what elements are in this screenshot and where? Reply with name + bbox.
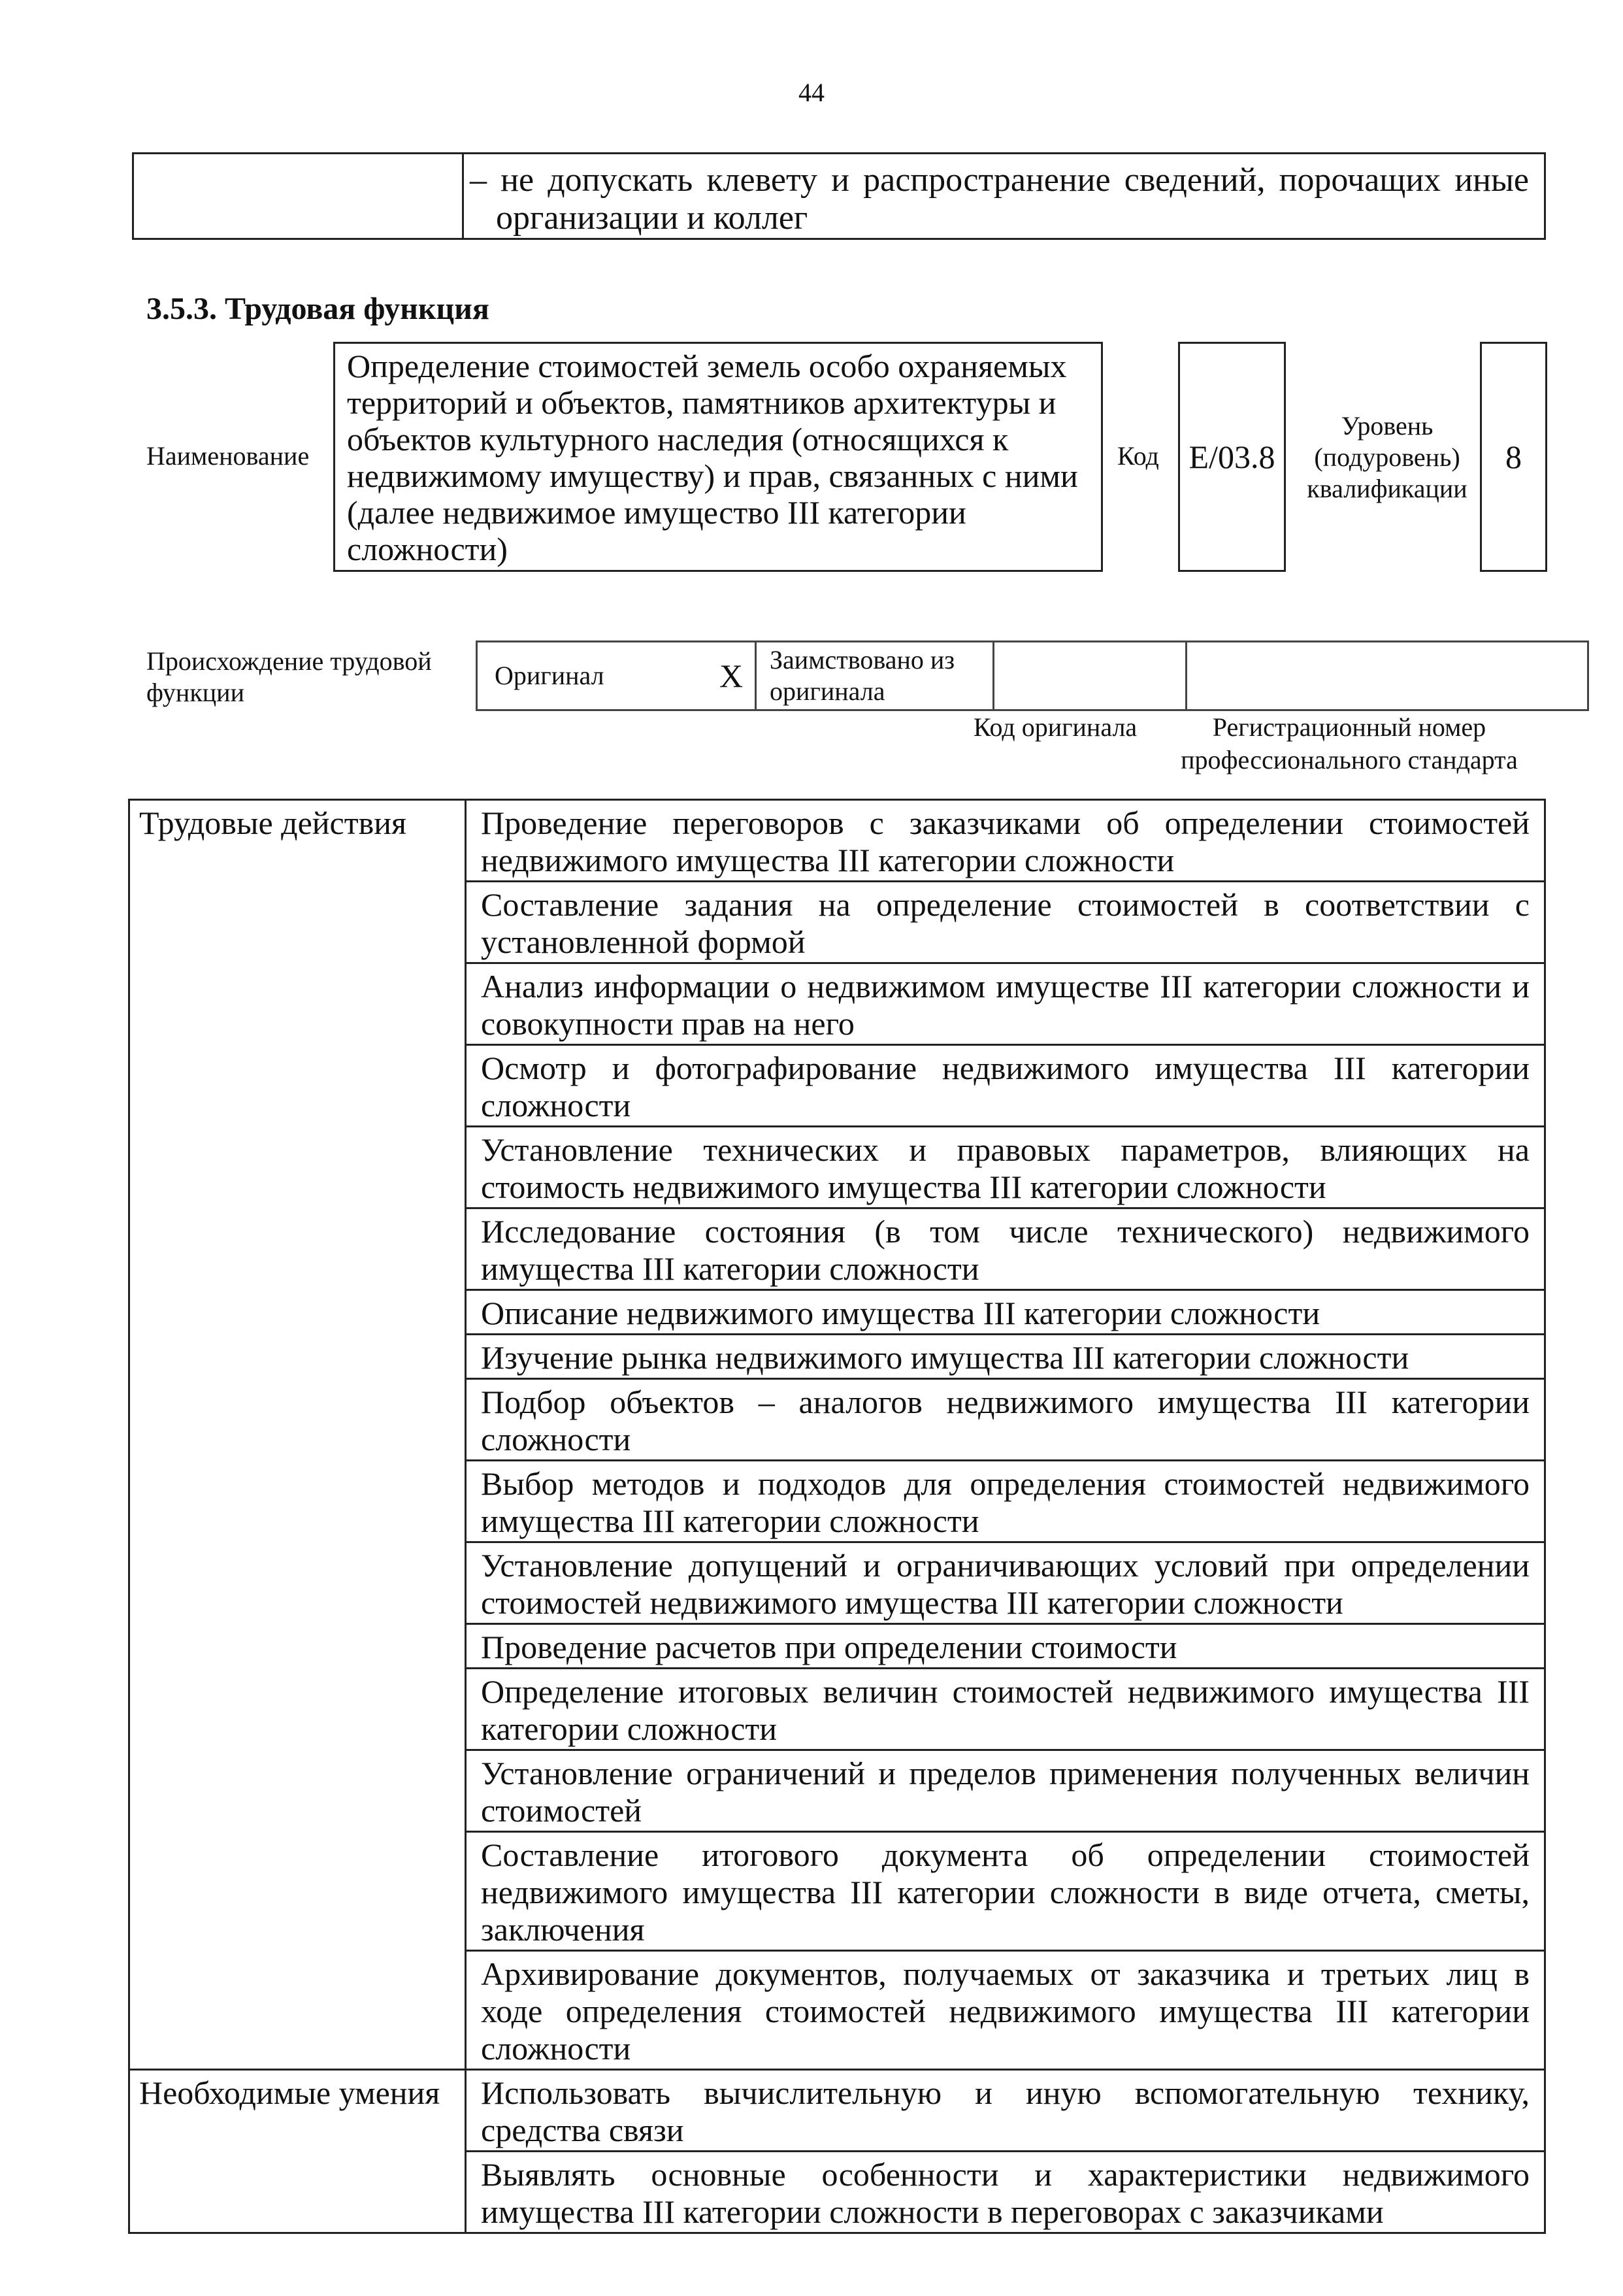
- action-row-text: Осмотр и фотографирование недвижимого имущества III категории сложности: [466, 1045, 1545, 1127]
- action-row-text: Подбор объектов – аналогов недвижимого имущества III категории сложности: [466, 1379, 1545, 1461]
- page-number: 44: [798, 78, 825, 107]
- name-label: Наименование: [146, 441, 310, 471]
- level-value: 8: [1480, 342, 1547, 572]
- skill-row-text: Использовать вычислительную и иную вспомогательную технику, средства связи: [466, 2070, 1545, 2152]
- action-row-text: Установление технических и правовых параметров, влияющих на стоимость недвижимого имущества III категории сложности: [466, 1127, 1545, 1208]
- code-value: E/03.8: [1178, 342, 1286, 572]
- function-table: [128, 799, 1546, 2234]
- action-row-text: Определение итоговых величин стоимостей недвижимого имущества III категории сложности: [466, 1669, 1545, 1750]
- section-title: 3.5.3. Трудовая функция: [146, 291, 489, 326]
- actions-label: Трудовые действия: [129, 800, 466, 2070]
- original-label: Оригинал: [477, 642, 708, 710]
- original-mark: X: [708, 642, 756, 710]
- continuation-item: – не допускать клевету и распространение сведений, порочащих иные организации и коллег: [463, 154, 1545, 239]
- action-row-text: Архивирование документов, получаемых от заказчика и третьих лиц в ходе определения стоимостей недвижимого имущества III категории сложности: [466, 1951, 1545, 2070]
- code-caption: Код оригинала: [973, 712, 1138, 742]
- origin-table: [476, 641, 1589, 711]
- origin-label: Происхождение трудовой функции: [146, 646, 432, 707]
- borrowed-label: Заимствовано из оригинала: [756, 642, 994, 710]
- level-label: Уровень (подуровень) квалификации: [1307, 411, 1467, 503]
- skills-label: Необходимые умения: [129, 2070, 466, 2233]
- action-row: [129, 800, 1545, 882]
- action-row-text: Описание недвижимого имущества III категории сложности: [466, 1290, 1545, 1335]
- continuation-table: [132, 152, 1546, 240]
- action-row-text: Проведение переговоров с заказчиками об определении стоимостей недвижимого имущества III категории сложности: [466, 800, 1545, 882]
- reg-caption: Регистрационный номер профессионального стандарта: [1181, 712, 1518, 774]
- action-row-text: Составление задания на определение стоимостей в соответствии с установленной формой: [466, 882, 1545, 963]
- action-row-text: Установление допущений и ограничивающих условий при определении стоимостей недвижимого имущества III категории сложности: [466, 1542, 1545, 1624]
- action-row-text: Изучение рынка недвижимого имущества III категории сложности: [466, 1335, 1545, 1379]
- code-label: Код: [1117, 441, 1159, 471]
- action-row-text: Исследование состояния (в том числе технического) недвижимого имущества III категории сложности: [466, 1208, 1545, 1290]
- action-row-text: Проведение расчетов при определении стоимости: [466, 1624, 1545, 1669]
- skill-row: [129, 2070, 1545, 2152]
- action-row-text: Выбор методов и подходов для определения стоимостей недвижимого имущества III категории сложности: [466, 1461, 1545, 1542]
- empty-cell: [133, 154, 463, 239]
- reg-number-cell: [1187, 642, 1588, 710]
- action-row-text: Составление итогового документа об определении стоимостей недвижимого имущества III категории сложности в виде отчета, сметы, заключения: [466, 1832, 1545, 1951]
- action-row-text: Анализ информации о недвижимом имуществе III категории сложности и совокупности прав на него: [466, 963, 1545, 1045]
- skill-row-text: Выявлять основные особенности и характеристики недвижимого имущества III категории сложности в переговорах с заказчиками: [466, 2152, 1545, 2233]
- action-row-text: Установление ограничений и пределов применения полученных величин стоимостей: [466, 1750, 1545, 1832]
- function-name: Определение стоимостей земель особо охраняемых территорий и объектов, памятников архитектуры и объектов культурного наследия (относящихся к недвижимому имуществу) и прав, связанных с ними (далее недвижимое имущество III категории сложности): [333, 342, 1103, 572]
- original-code-cell: [994, 642, 1187, 710]
